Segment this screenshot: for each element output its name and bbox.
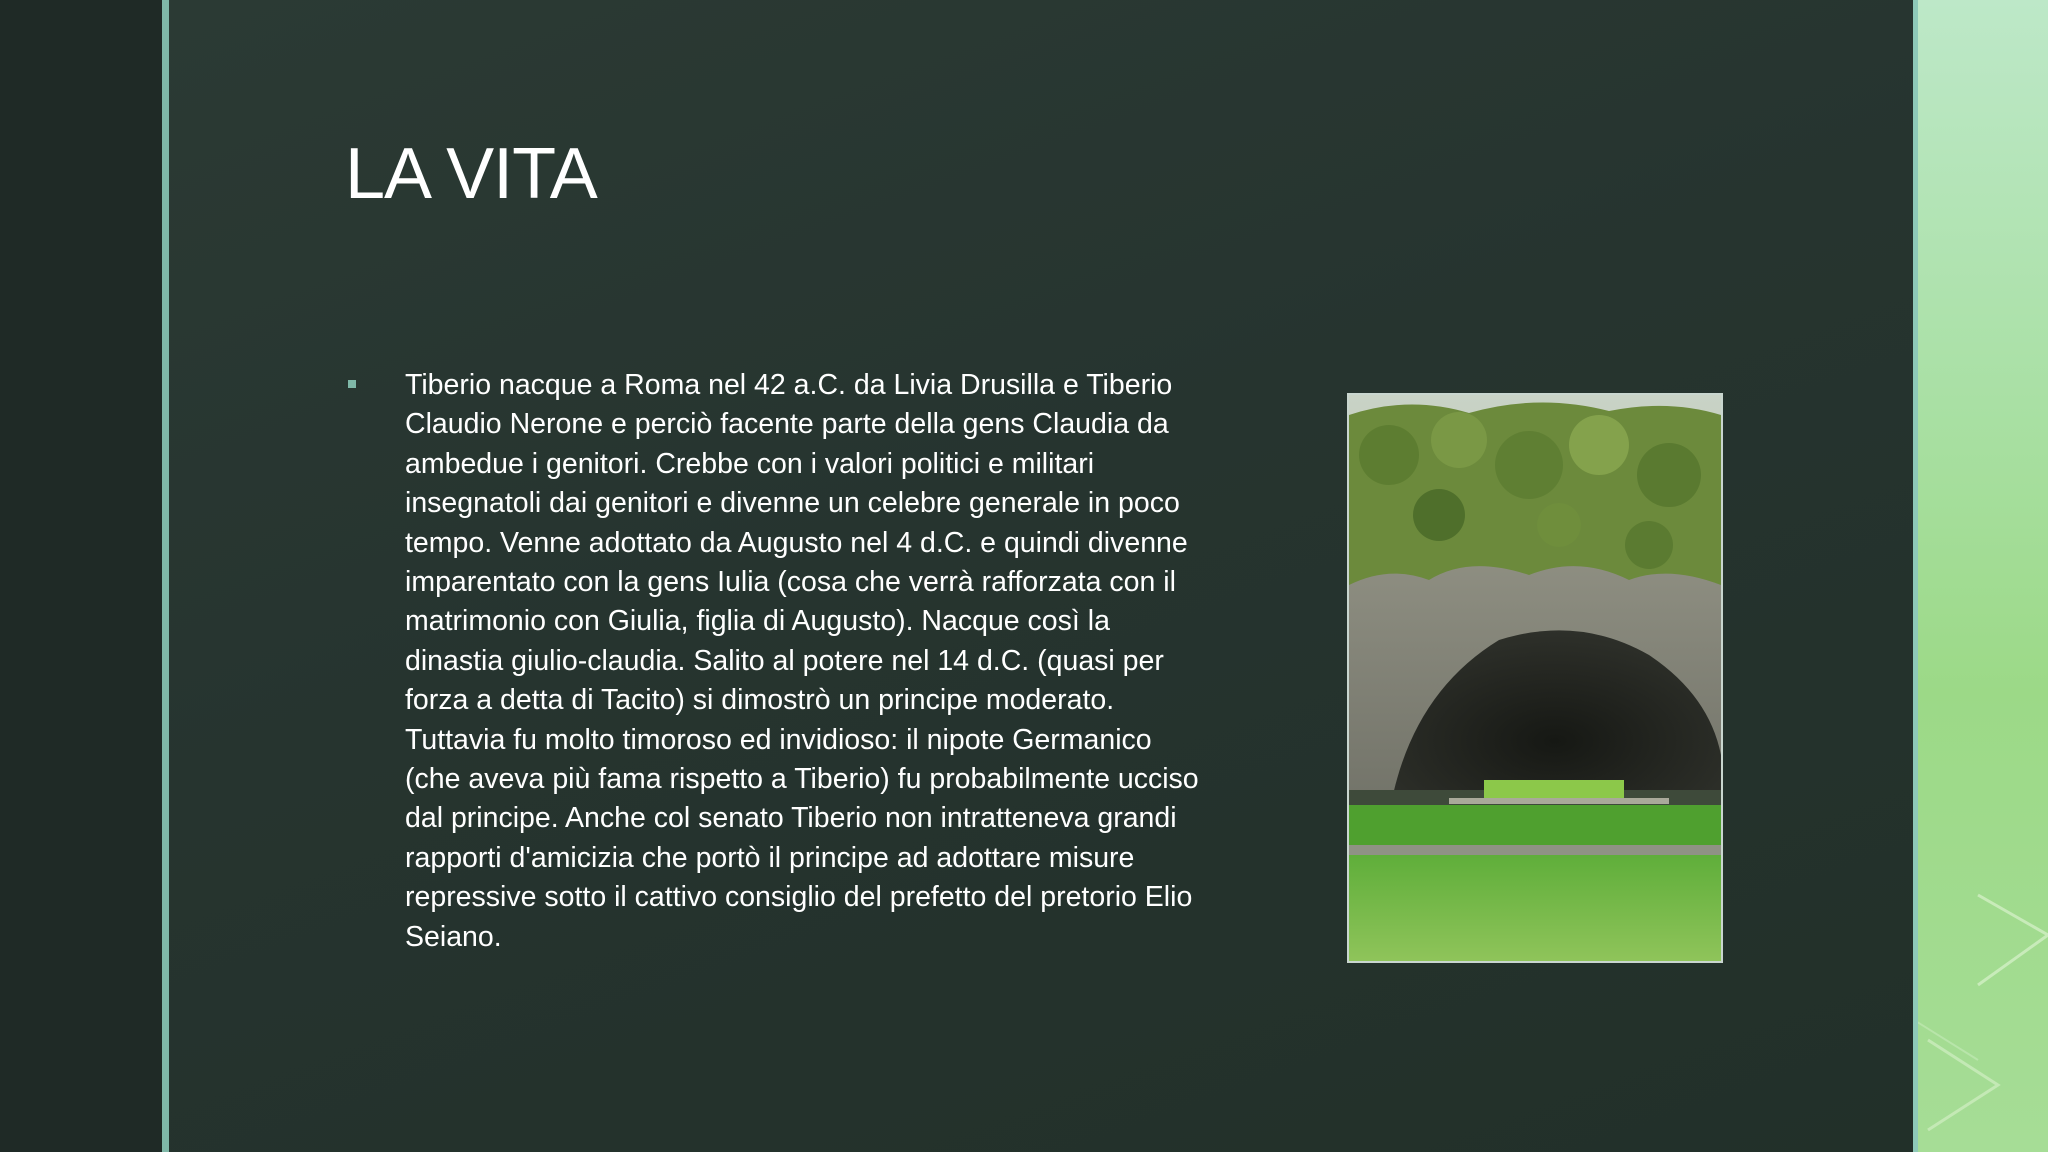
bullet-square-icon [348, 380, 356, 388]
slide-title: LA VITA [345, 134, 597, 214]
right-decorative-band [1918, 0, 2048, 1152]
chevron-decoration-icon [1918, 0, 2048, 1152]
cave-grotto-photo [1347, 393, 1723, 963]
left-dark-band [0, 0, 162, 1152]
bullet-list [345, 366, 1205, 957]
left-accent-line [162, 0, 169, 1152]
bullet-text: Tiberio nacque a Roma nel 42 a.C. da Livia Drusilla e Tiberio Claudio Nerone e perciò facente parte della gens Claudia da ambedue i genitori. Crebbe con i valori politici e militari insegnatoli dai genitori e divenne un celebre generale in poco tempo. Venne adottato da Augusto nel 4 d.C. e quindi divenne imparentato con la gens Iulia (cosa che verrà rafforzata con il matrimonio con Giulia, figlia di Augusto). Nacque così la dinastia giulio-claudia. Salito al potere nel 14 d.C. (quasi per forza a detta di Tacito) si dimostrò un principe moderato. Tuttavia fu molto timoroso ed invidioso: il nipote Germanico (che aveva più fama rispetto a Tiberio) fu probabilmente ucciso dal principe. Anche col senato Tiberio non intratteneva grandi rapporti d'amicizia che portò il principe ad adottare misure repressive sotto il cattivo consiglio del prefetto del pretorio Elio Seiano. [405, 369, 1199, 953]
